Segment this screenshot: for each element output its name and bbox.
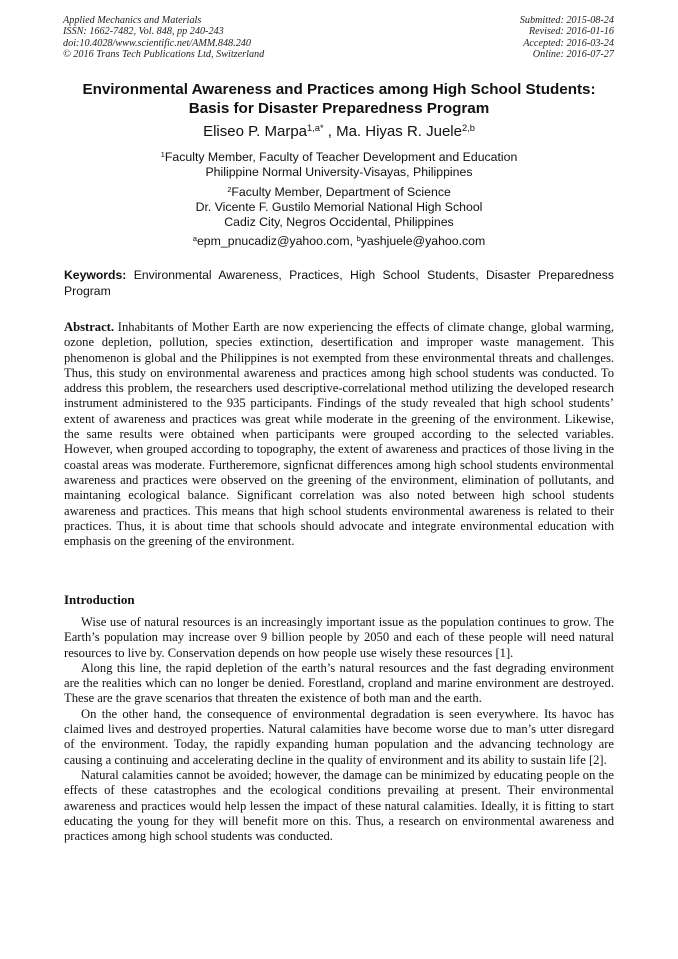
email-b[interactable]: yashjuele@yahoo.com [360,234,486,248]
intro-paragraph-1: Wise use of natural resources is an increasingly important issue as the population continues to grow. The Earth’s population may increase over 9 billion people by 2050 and each of these people will need natural resources to live by. Conservation depends on how people use wisely these resources [1]. [64,615,614,660]
date-online: Online: 2016-07-27 [532,48,614,60]
title-line-2: Basis for Disaster Preparedness Program [188,100,490,117]
date-revised: Revised: 2016-01-16 [528,26,614,38]
title-line-1: Environmental Awareness and Practices among High School Students: [82,81,596,98]
author-1-sup: 1,a* [307,122,324,133]
paper-title [40,80,638,118]
intro-paragraph-4: Natural calamities cannot be avoided; however, the damage can be minimized by educating people on the effects of these catastrophes and the ecological conditions prevailing at present. Their environmental awareness and practices would help lessen the impact of these natural calamities. Ideally, it is fitting to start educating the young for they will benefit more on this. Thus, a research on environmental awareness and practices among high school students was conducted. [64,767,614,844]
introduction-body [64,615,614,844]
introduction-heading: Introduction [64,592,135,607]
author-separator: , [323,123,337,140]
keywords-text: Environmental Awareness, Practices, High School Students, Disaster Preparedness Program [64,268,614,298]
publication-dates [520,15,614,60]
abstract-text: Inhabitants of Mother Earth are now experiencing the effects of climate change, global warming, ozone depletion, pollution, species extinction, desertification and improper waste management. This phenomenon is global and the Philippines is not exempted from these environmental threats and challenges. Thus, this study on environmental awareness and practices among high school students was conducted. To address this problem, the researchers used descriptive-correlational method utilizing the developed research instrument administered to the 935 participants. Findings of the study revealed that high school students’ extent of awareness and practices was great while moderate in the greening of the environment. Likewise, the same results were obtained when participants were grouped according to the selected variables. However, when grouped according to topography, the extent of awareness and practices of those living in the coastal areas was moderate. Furtheremore, signficnat differences among high school students environmental awareness and practices were observed on the greening of the environment, elimination of pollutants, and maintaning ecological balance. Significant correlation was also noted between high school students awareness and practices. This means that high school students environmental awareness is related to their practices. Thus, it is about time that schools should advocate and integrate environmental education with emphasis on the greening of the environment. [64,320,614,549]
author-1-name: Eliseo P. Marpa [203,123,308,140]
email-separator: , [349,234,357,248]
aff-1-sup: 1 [160,149,165,159]
affiliation-2 [40,185,638,231]
aff-2-sup: 2 [227,184,232,194]
email-a[interactable]: epm_pnucadiz@yahoo.com [196,234,350,248]
intro-paragraph-3: On the other hand, the consequence of environmental degradation is seen everywhere. Its havoc has claimed lives and destroyed properties. Natural calamities have become worse due to man’s utter disregard of the environment. Today, the rapidly expanding human population and the advancing technology are causing a continuing and accelerating decline in the quality of environment and its ability to sustain life [2]. [64,706,614,767]
author-list [40,122,638,142]
journal-name: Applied Mechanics and Materials [63,15,202,26]
date-accepted: Accepted: 2016-03-24 [523,37,614,49]
date-submitted: Submitted: 2015-08-24 [519,15,614,26]
aff-2-line-3: Cadiz City, Negros Occidental, Philippines [224,215,454,230]
keywords-label: Keywords: [64,268,127,282]
aff-1-line-1: Faculty Member, Faculty of Teacher Development and Education [164,150,518,164]
aff-2-line-1: Faculty Member, Department of Science [231,185,451,199]
journal-copyright: © 2016 Trans Tech Publications Ltd, Switzerland [63,48,265,60]
email-a-sup: a [192,233,197,243]
journal-doi: doi:10.4028/www.scientific.net/AMM.848.240 [63,37,251,49]
aff-1-line-2: Philippine Normal University-Visayas, Philippines [205,165,473,180]
aff-2-line-2: Dr. Vicente F. Gustilo Memorial National High School [195,200,483,215]
intro-paragraph-2: Along this line, the rapid depletion of the earth’s natural resources and the fast degrading environment are the realities which can no longer be denied. Forestland, cropland and marine environment are destroyed. These are the grave scenarios that threaten the existence of both man and the earth. [64,660,614,706]
abstract-block [64,320,614,549]
email-list [40,234,638,249]
keywords-block [64,268,614,299]
author-2-name: Ma. Hiyas R. Juele [336,123,462,140]
email-b-sup: b [356,233,361,243]
affiliation-1 [40,150,638,180]
journal-info [63,15,264,60]
author-2-sup: 2,b [461,122,475,133]
journal-issn: ISSN: 1662-7482, Vol. 848, pp 240-243 [63,26,224,38]
abstract-label: Abstract. [64,320,115,334]
